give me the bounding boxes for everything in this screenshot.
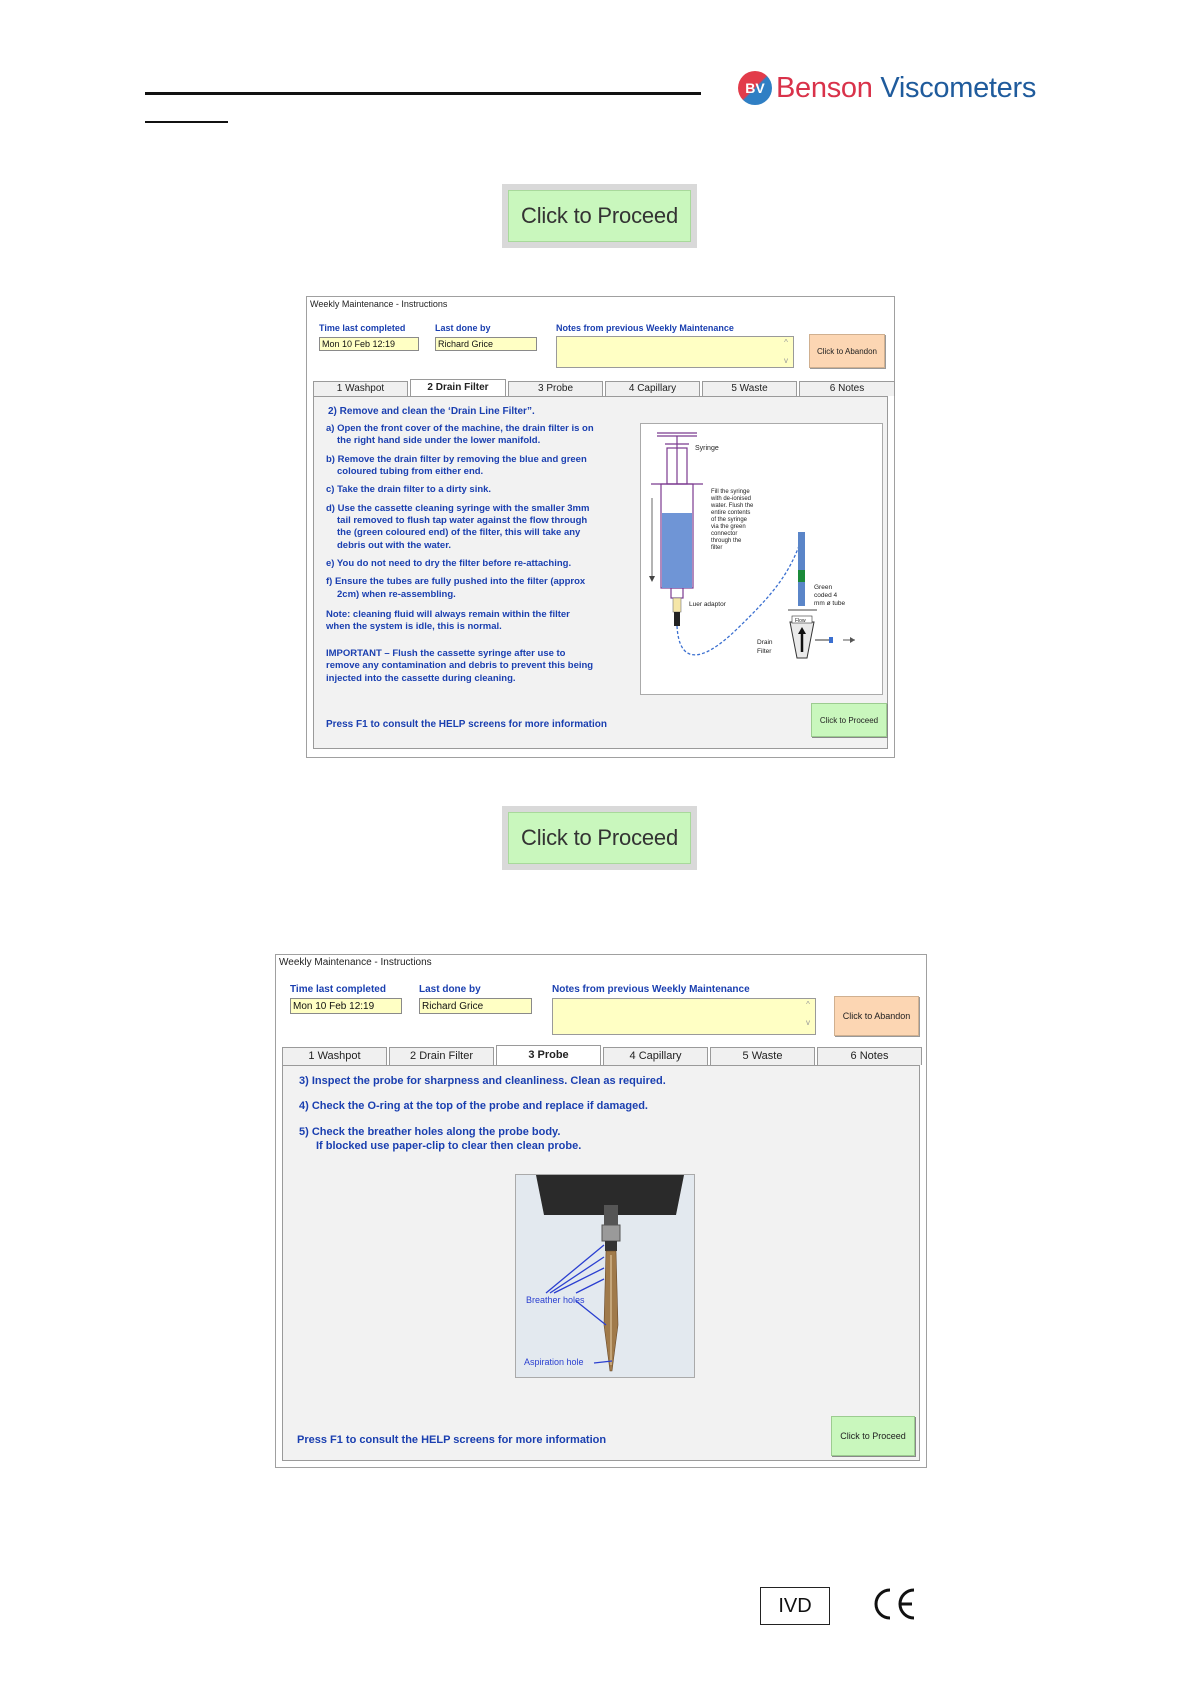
note-text <box>326 609 631 634</box>
benson-logo <box>738 66 1036 110</box>
tab-probe[interactable]: 3 Probe <box>496 1045 601 1065</box>
last-done-by-label: Last done by <box>435 323 491 333</box>
time-last-completed-field[interactable]: Mon 10 Feb 12:19 <box>319 337 419 351</box>
tab-washpot[interactable]: 1 Washpot <box>282 1047 387 1065</box>
probe-step-5-line-1: 5) Check the breather holes along the probe body. <box>299 1126 561 1138</box>
step-f <box>326 576 631 601</box>
label-luer-adaptor: Luer adaptor <box>689 601 726 608</box>
probe-step-5-line-2: If blocked use paper-clip to clear then clean probe. <box>316 1140 582 1153</box>
header-rule-short <box>145 121 228 123</box>
tab-waste[interactable]: 5 Waste <box>710 1047 815 1065</box>
window-title: Weekly Maintenance - Instructions <box>310 299 448 309</box>
label-aspiration-hole: Aspiration hole <box>524 1357 584 1367</box>
header-rule <box>145 92 701 95</box>
tab-bar <box>282 1047 924 1065</box>
logo-word-benson: Benson <box>776 71 873 104</box>
fill-line-9: filter <box>711 545 723 551</box>
tab-probe[interactable]: 3 Probe <box>508 381 603 396</box>
important-line-3: injected into the cassette during cleaning. <box>326 672 516 684</box>
drain-filter-heading: 2) Remove and clean the ‘Drain Line Filter”. <box>328 406 535 417</box>
step-c-line-1: c) Take the drain filter to a dirty sink. <box>326 484 492 496</box>
step-d-line-3: the (green coloured end) of the filter, this will take any <box>337 527 581 539</box>
step-a <box>326 423 631 448</box>
step-e <box>326 558 631 570</box>
tab-capillary[interactable]: 4 Capillary <box>605 381 700 396</box>
step-e-line-1: e) You do not need to dry the filter before re-attaching. <box>326 558 572 570</box>
probe-step-4: 4) Check the O-ring at the top of the probe and replace if damaged. <box>299 1100 648 1112</box>
label-breather-holes: Breather holes <box>526 1295 585 1305</box>
syringe-fluid <box>662 513 692 588</box>
tab-waste[interactable]: 5 Waste <box>702 381 797 396</box>
step-b <box>326 454 631 479</box>
notes-label: Notes from previous Weekly Maintenance <box>556 323 734 333</box>
drain-line-1: Drain <box>757 639 773 646</box>
syringe-diagram <box>640 423 883 695</box>
probe-step-5 <box>299 1125 581 1154</box>
drain-line-2: Filter <box>757 648 772 655</box>
step-a-line-2: the right hand side under the lower manifold. <box>337 435 541 447</box>
step-f-line-1: f) Ensure the tubes are fully pushed into the filter (approx <box>326 576 586 588</box>
time-last-completed-label: Time last completed <box>319 323 406 333</box>
fill-line-6: via the green <box>711 524 746 530</box>
last-done-by-label: Last done by <box>419 984 481 995</box>
luer-adaptor <box>673 598 681 612</box>
help-text: Press F1 to consult the HELP screens for more information <box>297 1434 607 1446</box>
abandon-button[interactable]: Click to Abandon <box>834 996 919 1036</box>
abandon-button[interactable]: Click to Abandon <box>809 334 885 368</box>
fill-line-5: of the syringe <box>711 517 748 523</box>
last-done-by-field[interactable]: Richard Grice <box>419 998 532 1014</box>
green-line-3: mm ø tube <box>814 600 846 607</box>
important-text <box>326 648 631 685</box>
important-line-1: IMPORTANT – Flush the cassette syringe after use to <box>326 647 566 659</box>
time-last-completed-field[interactable]: Mon 10 Feb 12:19 <box>290 998 402 1014</box>
green-line-1: Green <box>814 584 833 591</box>
proceed-button-label[interactable]: Click to Proceed <box>508 812 691 864</box>
probe-photo <box>515 1174 695 1378</box>
fill-line-3: water. Flush the <box>711 503 754 509</box>
label-syringe: Syringe <box>695 445 719 452</box>
step-d-line-1: d) Use the cassette cleaning syringe with the smaller 3mm <box>326 502 590 514</box>
important-line-2: remove any contamination and debris to prevent this being <box>326 660 594 672</box>
step-b-line-2: coloured tubing from either end. <box>337 466 484 478</box>
label-flow: Flow <box>795 618 806 624</box>
tab-drain-filter[interactable]: 2 Drain Filter <box>389 1047 494 1065</box>
tab-notes[interactable]: 6 Notes <box>817 1047 922 1065</box>
tube-path <box>677 534 803 655</box>
note-line-2: when the system is idle, this is normal. <box>326 621 502 633</box>
ce-mark <box>870 1584 918 1629</box>
notes-label: Notes from previous Weekly Maintenance <box>552 984 750 995</box>
fill-line-4: entire contents <box>711 510 751 516</box>
notes-field[interactable] <box>556 336 794 368</box>
step-d-line-4: debris out with the water. <box>337 539 452 551</box>
tab-panel <box>282 1065 920 1461</box>
step-f-line-2: 2cm) when re-assembling. <box>337 588 456 600</box>
proceed-button-label[interactable]: Click to Proceed <box>508 190 691 242</box>
notes-scrollbar[interactable]: ^ v <box>806 1000 810 1027</box>
fill-line-7: connector <box>711 531 738 537</box>
step-a-line-1: a) Open the front cover of the machine, the drain filter is on <box>326 423 594 434</box>
tab-notes[interactable]: 6 Notes <box>799 381 895 396</box>
step-d-line-2: tail removed to flush tap water against the flow through <box>337 515 588 527</box>
step-c <box>326 484 631 496</box>
notes-scrollbar[interactable]: ^ v <box>784 338 788 365</box>
ivd-mark: IVD <box>760 1587 830 1625</box>
maintenance-window-drain-filter <box>306 296 895 758</box>
tab-capillary[interactable]: 4 Capillary <box>603 1047 708 1065</box>
tab-drain-filter[interactable]: 2 Drain Filter <box>410 379 506 396</box>
time-last-completed-label: Time last completed <box>290 984 386 995</box>
logo-wordmark <box>776 72 1036 105</box>
logo-word-viscometers: Viscometers <box>880 71 1037 104</box>
last-done-by-field[interactable]: Richard Grice <box>435 337 537 351</box>
help-text: Press F1 to consult the HELP screens for more information <box>326 719 607 730</box>
note-line-1: Note: cleaning fluid will always remain within the filter <box>326 609 570 621</box>
step-d <box>326 503 631 552</box>
proceed-button-large-1[interactable] <box>502 184 697 248</box>
label-fill-instructions <box>710 489 755 551</box>
proceed-button-small[interactable]: Click to Proceed <box>811 703 887 737</box>
bv-logo-icon: BV <box>738 71 772 105</box>
proceed-button-large-2[interactable] <box>502 806 697 870</box>
fill-line-8: through the <box>711 538 742 544</box>
drain-filter-steps <box>326 423 631 685</box>
fill-line-2: with de-ionised <box>711 496 752 502</box>
green-line-2: coded 4 <box>814 592 838 599</box>
window-title: Weekly Maintenance - Instructions <box>279 957 432 968</box>
step-b-line-1: b) Remove the drain filter by removing the blue and green <box>326 453 587 465</box>
notes-field[interactable] <box>552 998 816 1035</box>
tab-washpot[interactable]: 1 Washpot <box>313 381 408 396</box>
maintenance-window-probe <box>275 954 927 1468</box>
tab-panel <box>313 396 888 749</box>
label-drain-filter <box>757 639 774 655</box>
proceed-button-small[interactable]: Click to Proceed <box>831 1416 915 1456</box>
tab-bar <box>313 381 897 396</box>
probe-step-3: 3) Inspect the probe for sharpness and cleanliness. Clean as required. <box>299 1075 666 1087</box>
label-green-tube <box>814 584 845 607</box>
fill-line-1: Fill the syringe <box>711 489 750 495</box>
